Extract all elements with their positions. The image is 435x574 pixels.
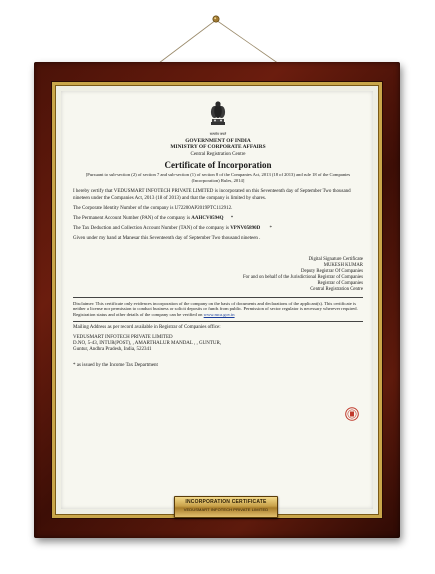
certify-paragraph: I hereby certify that VEDUSMART INFOTECH PRIVATE LIMITED is incorporated on this Seventeenth day of September Two thousand nineteen under the Companies Act, 2013 (18 of 2013) and that the company is limited by shares.: [73, 189, 351, 201]
mailing-address-block: [73, 325, 363, 353]
mailing-street: D.NO, 5-43, INTUR(POST), , AMARTHALUR MANDAL , , GUNTUR,: [73, 340, 222, 346]
registrar-name: Registrar of Companies: [317, 280, 363, 286]
government-heading: GOVERNMENT OF INDIA: [185, 138, 251, 144]
pan-label: The Permanent Account Number (PAN) of the company is: [73, 216, 191, 221]
frame-hanger-wire: [0, 0, 435, 70]
emblem-caption: सत्यमेव जयते: [209, 132, 227, 136]
nameplate-company: VEDUSMART INFOTECH PRIVATE LIMITED: [183, 507, 269, 512]
divider-top: [73, 297, 363, 298]
certificate-title: Certificate of Incorporation: [164, 160, 272, 171]
footnote: * as issued by the Income Tax Department: [73, 363, 158, 369]
pan-footnote-mark: *: [230, 216, 234, 221]
cin-line: [73, 206, 363, 212]
certificate-document: [73, 99, 363, 369]
centre-name: Central Registration Centre: [190, 152, 246, 157]
disclaimer-body: Disclaimer: This certificate only evidences incorporation of the company on the basis of documents and declarations of the applicant(s). This certificate is neither a license nor permission to conduct business or solicit deposits or funds from public. Permission of sector regulator is necessary wherever required. Registration status and other details of the company can be verified on: [73, 300, 358, 317]
signatory-behalf: For and on behalf of the Jurisdictional Registrar of Companies: [242, 274, 363, 280]
signature-block: [73, 257, 363, 293]
tan-label: The Tax Deduction and Collection Account Number (TAN) of the company is: [73, 226, 229, 232]
pursuant-text: [Pursuant to sub-section (2) of section 7 and sub-section (1) of section 8 of the Companies Act, 2013 (18 of 2013) and rule 18 of the Companies (Incorporation) Rules, 2014]: [85, 172, 351, 183]
registrar-centre: Central Registration Centre: [310, 286, 363, 292]
given-under-hand-line: Given under my hand at Manesar this Seventeenth day of September Two thousand nineteen .: [73, 236, 261, 242]
official-seal-icon: [345, 407, 359, 421]
cin-value: U72200AP2019PTC112912.: [174, 205, 233, 211]
signature-type: Digital Signature Certificate: [308, 256, 363, 262]
tan-value: VPNV05890D: [230, 226, 261, 232]
tan-footnote-mark: *: [269, 226, 272, 232]
signatory-name: MUKESH KUMAR: [323, 262, 363, 268]
pan-value: AAHCV0594Q: [191, 216, 224, 221]
national-emblem-icon: [207, 99, 229, 133]
certificate-paper: [61, 91, 373, 509]
cin-label: The Corporate Identity Number of the company is: [73, 205, 174, 211]
ministry-heading: MINISTRY OF CORPORATE AFFAIRS: [170, 144, 266, 150]
mailing-company: VEDUSMART INFOTECH PRIVATE LIMITED: [73, 334, 173, 340]
mailing-heading: Mailing Address as per record available in Registrar of Companies office:: [73, 325, 221, 331]
mailing-city: Guntur, Andhra Pradesh, India, 522341: [73, 347, 152, 352]
disclaimer-text: [73, 301, 363, 318]
nameplate-title: INCORPORATION CERTIFICATE: [185, 499, 267, 505]
brass-nameplate: [174, 496, 278, 518]
signatory-title: Deputy Registrar Of Companies: [301, 268, 363, 274]
frame-gold-border: [52, 82, 382, 518]
picture-frame: [34, 62, 400, 538]
mca-website-link[interactable]: www.mca.gov.in: [203, 311, 235, 317]
divider-bottom: [73, 321, 363, 322]
tan-line: [73, 226, 363, 232]
pan-line: [73, 216, 363, 222]
